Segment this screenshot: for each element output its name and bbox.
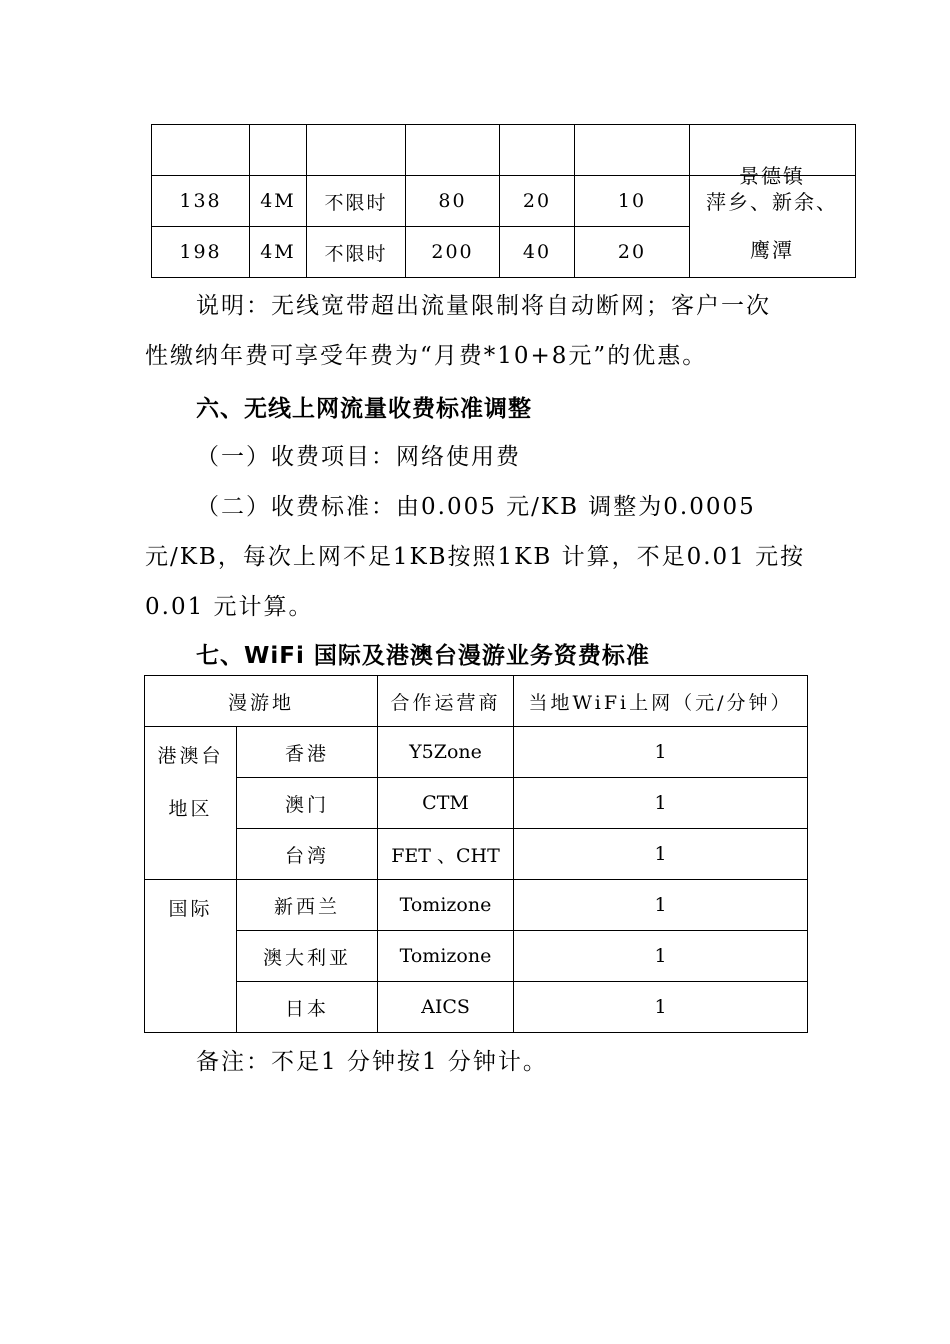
table-cell: 198	[152, 227, 250, 278]
roaming-table	[144, 675, 808, 1033]
section-6-title: 六、无线上网流量收费标准调整	[196, 396, 532, 422]
table-cell: 不限时	[307, 227, 406, 278]
section-6-item-2-line-2: 元/KB，每次上网不足1KB按照1KB 计算，不足0.01 元按	[145, 544, 806, 570]
city-list	[689, 166, 855, 264]
table-row	[145, 727, 808, 778]
operator-cell: Y5Zone	[378, 727, 514, 778]
table-row	[145, 931, 808, 982]
rate-cell: 1	[514, 727, 808, 778]
table-cell: 20	[500, 176, 575, 227]
table-cell: 40	[500, 227, 575, 278]
place-cell: 澳大利亚	[237, 931, 378, 982]
header-place: 漫游地	[145, 676, 378, 727]
operator-cell: CTM	[378, 778, 514, 829]
section-6-item-2-line-1: （二）收费标准：由0.005 元/KB 调整为0.0005	[196, 494, 756, 520]
group-intl: 国际	[145, 880, 237, 1033]
table-cell: 4M	[250, 227, 307, 278]
city-line: 萍乡、新余、	[706, 190, 838, 214]
place-cell: 香港	[237, 727, 378, 778]
table-row	[145, 829, 808, 880]
table-row	[145, 982, 808, 1033]
table-cell: 不限时	[307, 176, 406, 227]
table-row	[145, 880, 808, 931]
table-header-row	[145, 676, 808, 727]
place-cell: 日本	[237, 982, 378, 1033]
place-cell: 澳门	[237, 778, 378, 829]
table-cell: 80	[406, 176, 500, 227]
city-line: 景德镇	[739, 164, 805, 188]
rate-cell: 1	[514, 880, 808, 931]
operator-cell: Tomizone	[378, 880, 514, 931]
table-cell: 20	[575, 227, 690, 278]
header-operator: 合作运营商	[378, 676, 514, 727]
operator-cell: Tomizone	[378, 931, 514, 982]
city-line: 鹰潭	[750, 238, 794, 262]
table-row	[145, 778, 808, 829]
operator-cell: AICS	[378, 982, 514, 1033]
section-7-title: 七、WiFi 国际及港澳台漫游业务资费标准	[196, 643, 650, 669]
place-cell: 台湾	[237, 829, 378, 880]
table-cell: 4M	[250, 176, 307, 227]
operator-cell: FET 、CHT	[378, 829, 514, 880]
rate-cell: 1	[514, 829, 808, 880]
group-hmt: 港澳台 地区	[145, 727, 237, 880]
section-6-item-2-line-3: 0.01 元计算。	[145, 594, 314, 620]
note-line-2: 性缴纳年费可享受年费为“月费*10+8元”的优惠。	[145, 343, 708, 369]
rate-cell: 1	[514, 778, 808, 829]
note-line-1: 说明：无线宽带超出流量限制将自动断网；客户一次	[196, 293, 771, 319]
header-rate: 当地WiFi上网（元/分钟）	[514, 676, 808, 727]
section-6-item-1: （一）收费项目：网络使用费	[196, 444, 521, 470]
section-7-footnote: 备注：不足1 分钟按1 分钟计。	[196, 1049, 548, 1075]
rate-cell: 1	[514, 931, 808, 982]
place-cell: 新西兰	[237, 880, 378, 931]
table-cell: 138	[152, 176, 250, 227]
table-cell: 10	[575, 176, 690, 227]
table-cell: 200	[406, 227, 500, 278]
rate-cell: 1	[514, 982, 808, 1033]
